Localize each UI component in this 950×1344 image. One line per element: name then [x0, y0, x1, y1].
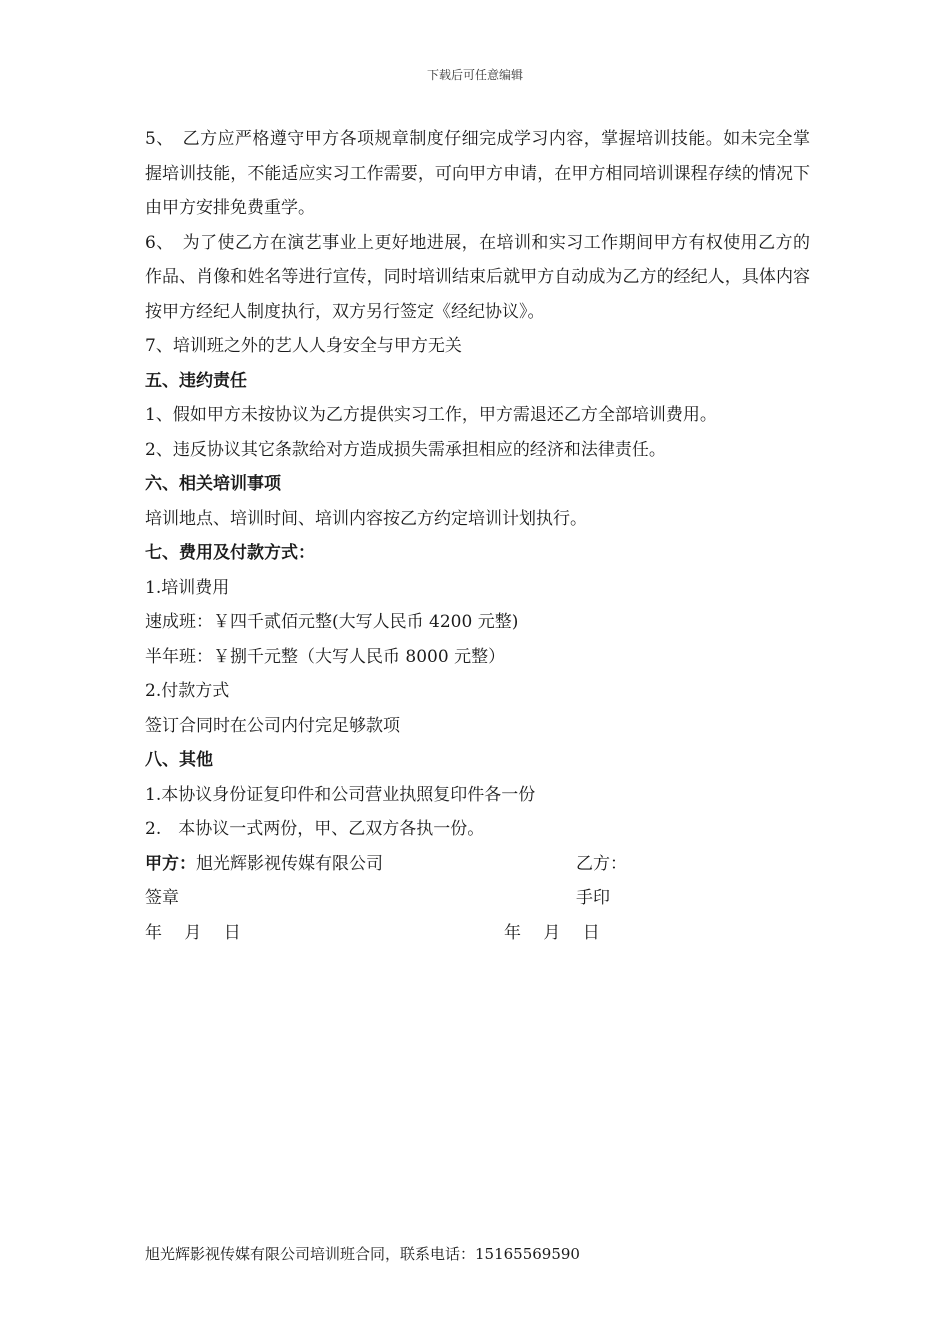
payment-title: 2.付款方式 — [145, 681, 230, 701]
header-note: 下载后可任意编辑 — [426, 68, 523, 82]
section-5-item-1: 1、假如甲方未按协议为乙方提供实习工作，甲方需退还乙方全部培训费用。 — [145, 405, 717, 425]
clause-5: 5、 乙方应严格遵守甲方各项规章制度仔细完成学习内容，掌握培训技能。如未完全掌握培训技能，不能适应实习工作需要，可向甲方申请，在甲方相同培训课程存续的情况下由甲方安排免费重学。 — [145, 129, 810, 218]
section-6-body: 培训地点、培训时间、培训内容按乙方约定培训计划执行。 — [145, 508, 587, 529]
clause-7: 7、培训班之外的艺人人身安全与甲方无关 — [145, 336, 462, 356]
section-8-item-1: 1.本协议身份证复印件和公司营业执照复印件各一份 — [145, 784, 536, 805]
signature-row-date — [145, 916, 810, 951]
section-5-heading: 五、违约责任 — [145, 370, 247, 391]
fee-fast-course: 速成班：￥四千贰佰元整(大写人民币 4200 元整) — [145, 612, 519, 632]
fee-title: 1.培训费用 — [145, 577, 230, 598]
payment-body: 签订合同时在公司内付完足够款项 — [145, 715, 400, 736]
section-8-item-2: 2. 本协议一式两份，甲、乙双方各执一份。 — [145, 819, 485, 839]
party-a — [145, 847, 383, 882]
clause-6: 6、 为了使乙方在演艺事业上更好地进展，在培训和实习工作期间甲方有权使用乙方的作品、肖像和姓名等进行宣传，同时培训结束后就甲方自动成为乙方的经纪人，具体内容按甲方经纪人制度执行，双方另行签定《经纪协议》。 — [145, 232, 810, 322]
party-a-label: 甲方： — [145, 853, 196, 874]
section-6-heading: 六、相关培训事项 — [145, 474, 281, 494]
date-right: 年 月 日 — [504, 922, 600, 943]
signature-row-seal — [145, 881, 810, 916]
fingerprint-label: 手印 — [576, 888, 610, 908]
seal-label: 签章 — [145, 888, 179, 908]
section-5-item-2: 2、违反协议其它条款给对方造成损失需承担相应的经济和法律责任。 — [145, 439, 666, 460]
party-a-name: 旭光辉影视传媒有限公司 — [196, 853, 383, 874]
party-b-label: 乙方： — [576, 853, 627, 874]
section-7-heading: 七、费用及付款方式： — [145, 543, 315, 563]
fee-half-year-course: 半年班：￥捌千元整（大写人民币 8000 元整） — [145, 646, 506, 667]
section-8-heading: 八、其他 — [145, 750, 213, 770]
footer-contact: 旭光辉影视传媒有限公司培训班合同，联系电话：15165569590 — [145, 1245, 580, 1263]
date-left: 年 月 日 — [145, 922, 241, 943]
contract-body — [145, 122, 810, 950]
signature-row-parties — [145, 847, 810, 882]
